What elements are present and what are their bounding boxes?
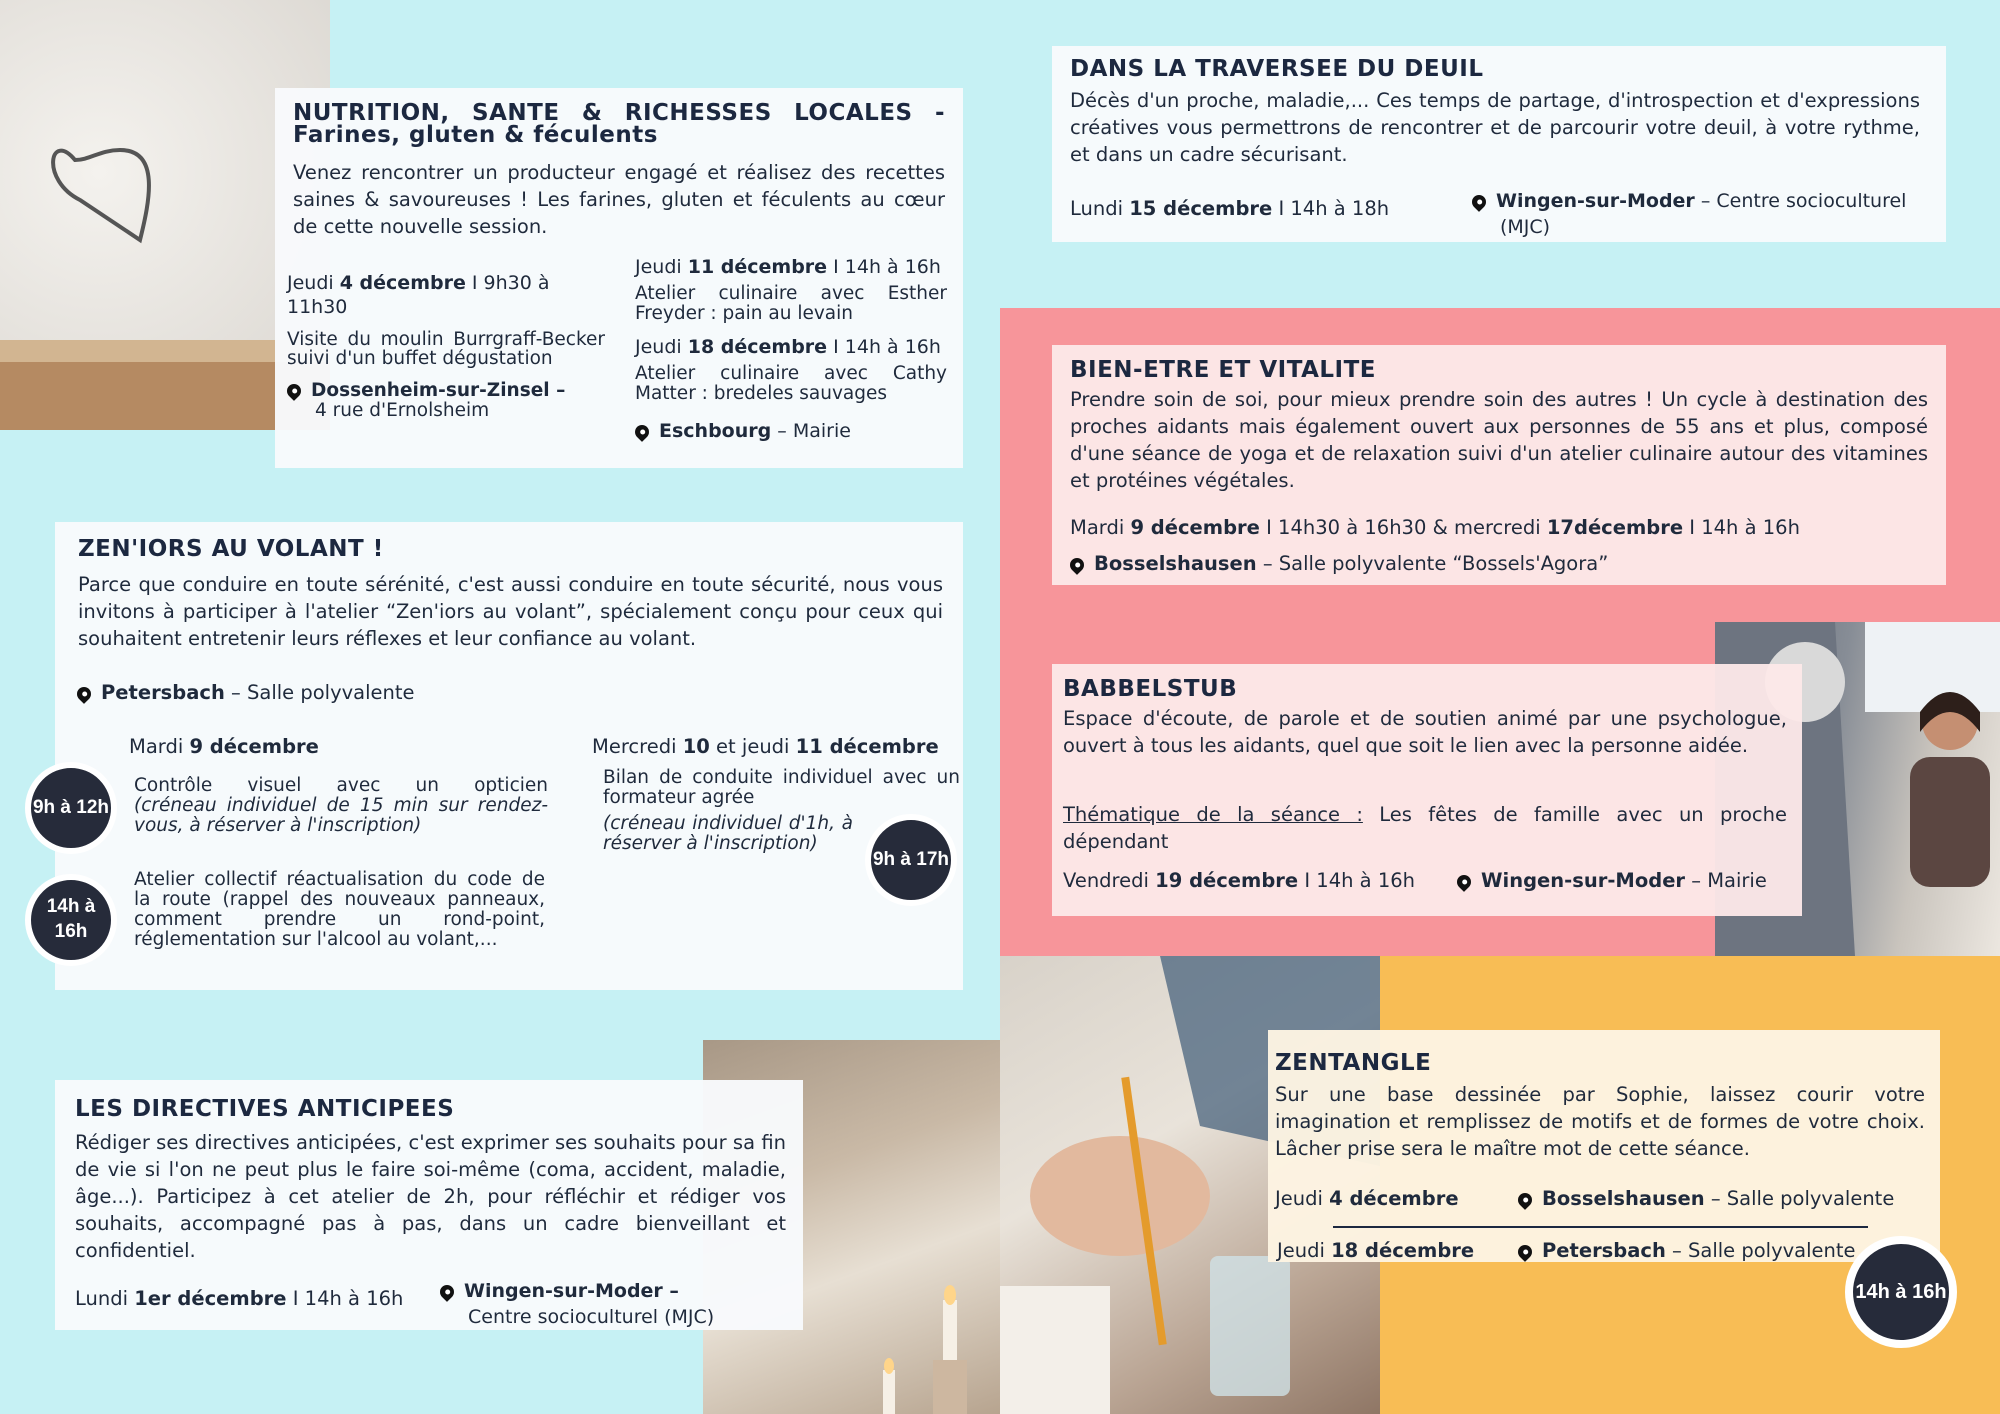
bienetre-dates — [1070, 515, 1800, 542]
theme-label: Thématique de la séance : — [1063, 803, 1363, 826]
venue: – Centre socioculturel — [1694, 190, 1907, 212]
deuil-title: DANS LA TRAVERSEE DU DEUIL — [1070, 56, 1484, 82]
session-1-place — [287, 381, 605, 401]
nutrition-place — [635, 418, 947, 444]
time: I 14h à 16h — [1298, 869, 1415, 892]
location-pin-icon — [632, 422, 652, 442]
venue: Centre socioculturel (MJC) — [468, 1306, 715, 1329]
day: Jeudi — [1277, 1239, 1332, 1262]
session-3-desc: Atelier culinaire avec Cathy Matter : bredeles sauvages — [635, 363, 947, 405]
venue: – Salle polyvalente “Bossels'Agora” — [1256, 552, 1609, 575]
zentangle-session-2-date — [1277, 1238, 1474, 1265]
zeniors-right-date — [592, 734, 939, 761]
zeniors-description: Parce que conduire en toute sérénité, c'est aussi conduire en toute sécurité, nous vous invitons à participer à l'atelier “Zen'iors au volant”, spécialement conçu pour ceux qui souhaitent entretenir leurs réflexes et leur confiance au volant. — [78, 573, 943, 650]
date: 18 décembre — [687, 336, 828, 359]
time: I 14h à 16h — [286, 1287, 404, 1310]
location-pin-icon — [437, 1282, 457, 1302]
directives-place — [440, 1278, 714, 1330]
time: I 14h à 16h — [827, 256, 941, 278]
session-2-date — [635, 254, 947, 280]
venue: – Salle polyvalente — [1704, 1187, 1895, 1210]
conj: et jeudi — [709, 735, 796, 758]
location-pin-icon — [1515, 1190, 1535, 1210]
nutrition-title: NUTRITION, SANTE & RICHESSES LOCALES - — [293, 100, 945, 126]
directives-description: Rédiger ses directives anticipées, c'est exprimer ses souhaits pour sa fin de vie si l'on ne peut plus le faire soi-même (coma, accident, maladie, âge...). Participez à cet atelier de 2h, pour réfléchir et rédiger vos souhaits, accompagné pas à pas, dans un cadre bienveillant et confidentiel. — [75, 1131, 786, 1262]
time-badge-14h-16h: 14h à 16h — [1845, 1236, 1957, 1348]
babbelstub-theme — [1063, 802, 1787, 856]
day: Vendredi — [1063, 869, 1156, 892]
time: I 9h30 à 11h30 — [287, 272, 550, 318]
directives-card — [55, 1080, 803, 1330]
time: I 14h à 16h — [1683, 516, 1800, 539]
item-text: Contrôle visuel avec un opticien — [134, 775, 548, 796]
day: Mardi — [1070, 516, 1131, 539]
time: I 14h à 18h — [1272, 197, 1390, 220]
day: Mercredi — [592, 735, 683, 758]
venue-2: (MJC) — [1500, 216, 1551, 239]
location-pin-icon — [284, 382, 304, 402]
location-pin-icon — [74, 684, 94, 704]
date: 17décembre — [1546, 516, 1684, 539]
item-note: (créneau individuel de 15 min sur rendez-vous, à réserver à l'inscription) — [134, 794, 548, 836]
venue: – Mairie — [771, 420, 851, 443]
zeniors-card — [32, 522, 963, 990]
town: Bosselshausen — [1094, 552, 1257, 575]
zeniors-item-3: Bilan de conduite individuel avec un formateur agrée — [603, 767, 960, 808]
zeniors-left-date — [129, 734, 319, 761]
time-badge-9h-17h: 9h à 17h — [865, 814, 957, 906]
nutrition-description: Venez rencontrer un producteur engagé et réalisez des recettes saines & savoureuses ! Les farines, gluten et féculents au cœur de cette nouvelle session. — [293, 161, 945, 238]
time: I 14h30 à 16h30 & mercredi — [1259, 516, 1547, 539]
babbelstub-description: Espace d'écoute, de parole et de soutien animé par une psychologue, ouvert à tous les aidants, quel que soit le lien avec la personne aidée. — [1063, 707, 1787, 757]
location-pin-icon — [1515, 1242, 1535, 1262]
town: Petersbach — [1542, 1239, 1666, 1262]
zentangle-session-1-place — [1518, 1186, 1894, 1213]
day: Jeudi — [635, 256, 688, 278]
nutrition-card — [275, 88, 963, 468]
babbelstub-title: BABBELSTUB — [1063, 676, 1238, 702]
date: 1er décembre — [134, 1287, 287, 1310]
day: Jeudi — [635, 336, 688, 359]
babbelstub-date — [1063, 868, 1415, 895]
zentangle-description: Sur une base dessinée par Sophie, laissez courir votre imagination et remplissez de motifs et de formes de votre choix. Lâcher prise sera le maître mot de cette séance. — [1275, 1083, 1925, 1160]
date: 15 décembre — [1129, 197, 1273, 220]
date: 4 décembre — [339, 272, 466, 294]
date: 19 décembre — [1155, 869, 1299, 892]
zentangle-title: ZENTANGLE — [1275, 1050, 1432, 1076]
date: 4 décembre — [1329, 1187, 1459, 1210]
babbelstub-card — [1052, 664, 1802, 916]
zeniors-item-1 — [134, 776, 548, 836]
zentangle-session-1-date — [1275, 1186, 1459, 1213]
zentangle-divider — [1333, 1226, 1868, 1228]
deuil-description: Décès d'un proche, maladie,... Ces temps de partage, d'introspection et d'expressions créatives vous permettrons de rencontrer et de parcourir votre deuil, à votre rythme, et dans un cadre sécurisant. — [1070, 89, 1920, 166]
time-badge-9h-12h: 9h à 12h — [25, 762, 117, 854]
zeniors-title: ZEN'IORS AU VOLANT ! — [78, 536, 384, 562]
time-badge-14h-16h: 14h à 16h — [25, 874, 117, 966]
zeniors-item-2: Atelier collectif réactualisation du code de la route (rappel des nouveaux panneaux, comment prendre un rond-point, réglementation sur l'alcool au volant,... — [134, 869, 545, 950]
directives-date — [75, 1286, 403, 1313]
bienetre-title: BIEN-ETRE ET VITALITE — [1070, 357, 1377, 383]
day: Mardi — [129, 735, 190, 758]
date: 10 — [682, 735, 710, 758]
day: Lundi — [1070, 197, 1130, 220]
day: Jeudi — [287, 272, 340, 294]
date: 11 décembre — [687, 256, 828, 278]
date: 11 décembre — [795, 735, 939, 758]
zeniors-item-3-note: (créneau individuel d'1h, à réserver à l'inscription) — [603, 813, 853, 854]
town: Wingen-sur-Moder — [1481, 869, 1686, 892]
deuil-date — [1070, 196, 1389, 223]
venue: – Mairie — [1685, 869, 1767, 892]
town: Wingen-sur-Moder — [1496, 190, 1695, 212]
session-1-address: 4 rue d'Ernolsheim — [315, 400, 490, 422]
zeniors-place — [77, 680, 415, 707]
location-pin-icon — [1067, 555, 1087, 575]
bienetre-description: Prendre soin de soi, pour mieux prendre soin des autres ! Un cycle à destination des proches aidants mais également ouvert aux personnes de 55 ans et plus, composé d'une séance de yoga et de relaxation suivi d'un atelier culinaire autour des vitamines et protéines végétales. — [1070, 388, 1928, 492]
place: Dossenheim-sur-Zinsel – — [311, 380, 566, 402]
nutrition-session-1 — [287, 272, 605, 421]
directives-title: LES DIRECTIVES ANTICIPEES — [75, 1096, 455, 1122]
babbelstub-place — [1457, 868, 1767, 895]
date: 9 décembre — [1130, 516, 1260, 539]
location-pin-icon — [1454, 872, 1474, 892]
session-3-date — [635, 334, 947, 360]
zentangle-card — [1268, 1030, 1940, 1262]
time: I 14h à 16h — [827, 336, 941, 359]
venue: – Salle polyvalente — [224, 681, 415, 704]
town: Wingen-sur-Moder – — [464, 1280, 679, 1302]
zentangle-session-2-place — [1518, 1238, 1856, 1265]
session-1-desc: Visite du moulin Burrgraff-Becker suivi d'un buffet dégustation — [287, 328, 605, 370]
date: 9 décembre — [189, 735, 319, 758]
nutrition-subtitle: Farines, gluten & féculents — [293, 122, 658, 148]
location-pin-icon — [1469, 192, 1489, 212]
day: Lundi — [75, 1287, 135, 1310]
town: Bosselshausen — [1542, 1187, 1705, 1210]
town: Petersbach — [101, 681, 225, 704]
session-1-date — [287, 272, 605, 320]
deuil-place — [1472, 188, 1906, 240]
venue: – Salle polyvalente — [1665, 1239, 1856, 1262]
bienetre-place — [1070, 551, 1608, 578]
theme: Les fêtes de famille avec un proche dépendant — [1063, 803, 1787, 853]
date: 18 décembre — [1331, 1239, 1475, 1262]
bienetre-card — [1052, 345, 1946, 585]
session-2-desc: Atelier culinaire avec Esther Freyder : pain au levain — [635, 283, 947, 325]
day: Jeudi — [1275, 1187, 1330, 1210]
town: Eschbourg — [659, 420, 772, 443]
deuil-card — [1052, 46, 1946, 242]
nutrition-session-2 — [635, 254, 947, 445]
